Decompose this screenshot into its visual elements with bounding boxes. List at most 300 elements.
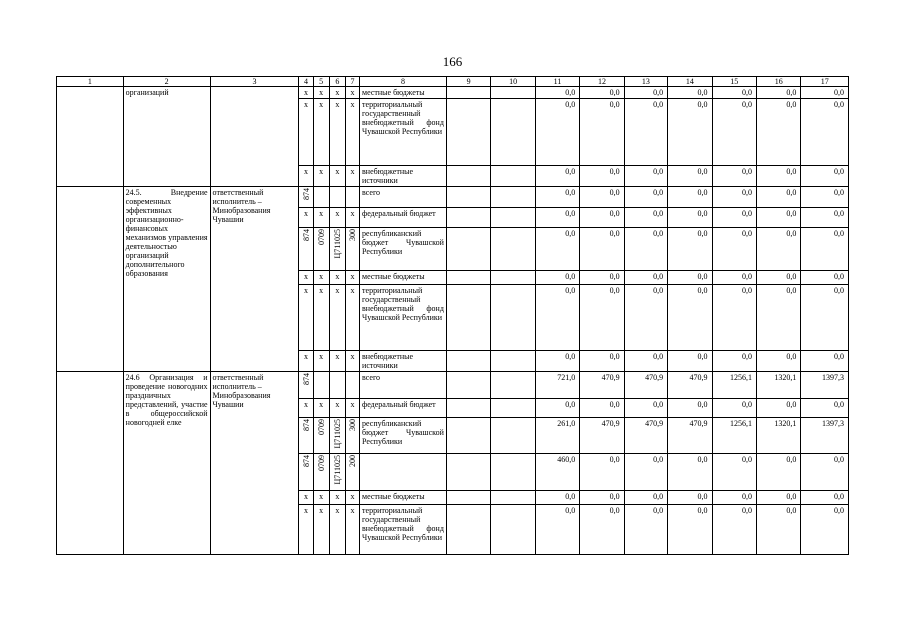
amount: 0,0 [834, 286, 844, 295]
funding-source-cell [360, 271, 447, 285]
value-cell [535, 208, 579, 228]
code-cell [345, 454, 359, 491]
amount: 470,9 [645, 373, 664, 382]
header-cell: 8 [360, 77, 447, 87]
code-cell [299, 418, 313, 454]
code-value: 874 [301, 373, 311, 385]
amount: 0,0 [741, 400, 752, 409]
code-value: х [335, 352, 340, 361]
value-cell [668, 454, 712, 491]
value-cell [712, 285, 756, 351]
code-value: х [304, 506, 308, 515]
code-cell [299, 208, 313, 228]
value-cell [801, 399, 849, 418]
code-cell [329, 271, 345, 285]
header-cell: 12 [580, 77, 624, 87]
amount: 0,0 [834, 352, 844, 361]
empty-cell [446, 271, 490, 285]
value-cell [624, 228, 667, 271]
amount: 0,0 [834, 188, 844, 197]
header-cell: 11 [535, 77, 579, 87]
empty-cell [446, 87, 490, 99]
value-cell [535, 87, 579, 99]
amount: 0,0 [786, 209, 797, 218]
code-cell [329, 99, 345, 166]
col1-cell [57, 187, 124, 372]
code-value: х [319, 400, 324, 409]
code-cell [313, 399, 329, 418]
value-cell [712, 491, 756, 505]
value-cell [535, 351, 579, 372]
amount: 261,0 [557, 419, 576, 428]
value-cell [801, 418, 849, 454]
code-value: х [335, 167, 340, 176]
code-value: х [335, 272, 340, 281]
code-cell [345, 399, 359, 418]
code-value: Ц711025 [332, 419, 342, 449]
value-cell [580, 166, 624, 187]
code-value: х [335, 209, 340, 218]
funding-source-cell [360, 87, 447, 99]
amount: 0,0 [697, 188, 708, 197]
org-cell [123, 87, 210, 187]
code-cell [329, 187, 345, 208]
code-cell [313, 228, 329, 271]
value-cell [624, 351, 667, 372]
value-cell [624, 491, 667, 505]
code-value: х [304, 286, 308, 295]
code-value: х [304, 352, 308, 361]
amount: 0,0 [653, 167, 664, 176]
value-cell [668, 271, 712, 285]
value-cell [668, 285, 712, 351]
value-cell [756, 208, 800, 228]
value-cell [712, 228, 756, 271]
amount: 1397,3 [822, 419, 844, 428]
col1-cell [57, 372, 124, 555]
value-cell [624, 399, 667, 418]
value-cell [580, 491, 624, 505]
amount: 0,0 [565, 167, 576, 176]
code-cell [313, 418, 329, 454]
code-cell [329, 351, 345, 372]
empty-cell [446, 454, 490, 491]
amount: 0,0 [786, 352, 797, 361]
value-cell [668, 228, 712, 271]
code-value: 874 [301, 419, 311, 431]
code-cell [313, 271, 329, 285]
code-value: х [350, 400, 355, 409]
amount: 0,0 [609, 492, 620, 501]
value-cell [535, 491, 579, 505]
code-cell [299, 166, 313, 187]
code-value: х [304, 400, 308, 409]
value-cell [756, 505, 800, 555]
header-cell: 10 [491, 77, 535, 87]
value-cell [712, 187, 756, 208]
value-cell [624, 208, 667, 228]
empty-cell [491, 505, 535, 555]
value-cell [624, 285, 667, 351]
amount: 0,0 [834, 100, 844, 109]
amount: 470,9 [601, 373, 620, 382]
value-cell [712, 372, 756, 399]
value-cell [756, 418, 800, 454]
amount: 0,0 [609, 229, 620, 238]
amount: 0,0 [653, 455, 664, 464]
amount: 0,0 [786, 167, 797, 176]
value-cell [712, 418, 756, 454]
amount: 0,0 [653, 100, 664, 109]
funding-source: федеральный бюджет [362, 400, 436, 409]
code-value: Ц711025 [332, 229, 342, 259]
empty-cell [491, 491, 535, 505]
value-cell [624, 166, 667, 187]
value-cell [668, 166, 712, 187]
empty-cell [491, 228, 535, 271]
header-cell: 6 [329, 77, 345, 87]
event-title: 24.6 Организация и проведение новогодних праздничных представлений, участие в общероссийской новогодней елке [125, 373, 208, 427]
executor-cell [210, 87, 299, 187]
value-cell [668, 99, 712, 166]
amount: 0,0 [565, 209, 576, 218]
value-cell [580, 418, 624, 454]
code-value: х [335, 400, 340, 409]
funding-source-cell [360, 454, 447, 491]
empty-cell [446, 351, 490, 372]
empty-cell [446, 166, 490, 187]
executor-text: ответственный исполнитель – Минобразования Чувашии [212, 188, 271, 224]
empty-cell [491, 285, 535, 351]
amount: 0,0 [741, 229, 752, 238]
code-value: 874 [301, 455, 311, 467]
code-value: х [304, 167, 308, 176]
value-cell [712, 208, 756, 228]
value-cell [668, 187, 712, 208]
value-cell [801, 372, 849, 399]
code-value: 0709 [316, 455, 326, 471]
amount: 0,0 [653, 352, 664, 361]
amount: 0,0 [609, 100, 620, 109]
amount: 0,0 [786, 400, 797, 409]
col1-cell [57, 87, 124, 187]
amount: 0,0 [834, 167, 844, 176]
amount: 0,0 [786, 272, 797, 281]
empty-cell [491, 99, 535, 166]
value-cell [535, 166, 579, 187]
value-cell [535, 418, 579, 454]
code-cell [299, 491, 313, 505]
code-cell [313, 208, 329, 228]
amount: 0,0 [786, 188, 797, 197]
amount: 0,0 [786, 100, 797, 109]
funding-source-cell [360, 399, 447, 418]
code-cell [313, 454, 329, 491]
code-cell [329, 208, 345, 228]
funding-source: внебюджетные источники [362, 352, 414, 370]
code-value: х [350, 352, 355, 361]
value-cell [580, 399, 624, 418]
code-cell [299, 87, 313, 99]
header-cell: 15 [712, 77, 756, 87]
value-cell [756, 399, 800, 418]
amount: 470,9 [689, 419, 708, 428]
amount: 0,0 [741, 455, 752, 464]
event-cell [123, 372, 210, 555]
value-cell [668, 491, 712, 505]
empty-cell [491, 399, 535, 418]
funding-source: местные бюджеты [362, 492, 425, 501]
code-value: х [350, 272, 355, 281]
amount: 721,0 [557, 373, 576, 382]
value-cell [801, 166, 849, 187]
code-cell [345, 87, 359, 99]
value-cell [624, 99, 667, 166]
code-cell [329, 399, 345, 418]
value-cell [624, 271, 667, 285]
empty-cell [446, 228, 490, 271]
value-cell [756, 228, 800, 271]
header-cell: 17 [801, 77, 849, 87]
value-cell [712, 271, 756, 285]
amount: 0,0 [609, 455, 620, 464]
code-value: х [335, 88, 340, 97]
funding-source: местные бюджеты [362, 88, 425, 97]
amount: 0,0 [741, 209, 752, 218]
value-cell [535, 271, 579, 285]
value-cell [535, 399, 579, 418]
amount: 0,0 [697, 506, 708, 515]
amount: 0,0 [834, 400, 844, 409]
amount: 0,0 [609, 506, 620, 515]
funding-source-cell [360, 351, 447, 372]
value-cell [756, 187, 800, 208]
code-value: х [319, 167, 324, 176]
amount: 1320,1 [774, 373, 797, 382]
code-value: х [319, 352, 324, 361]
value-cell [580, 351, 624, 372]
code-cell [299, 372, 313, 399]
value-cell [580, 187, 624, 208]
code-value: х [350, 209, 355, 218]
code-value: х [319, 492, 324, 501]
header-cell: 3 [210, 77, 299, 87]
header-cell: 16 [756, 77, 800, 87]
code-cell [313, 166, 329, 187]
value-cell [535, 228, 579, 271]
funding-source: территориальный государственный внебюджетный фонд Чувашской Республики [362, 506, 444, 542]
amount: 1256,1 [729, 419, 752, 428]
empty-cell [446, 208, 490, 228]
code-cell [313, 87, 329, 99]
funding-source: внебюджетные источники [362, 167, 414, 185]
value-cell [580, 372, 624, 399]
amount: 0,0 [565, 88, 576, 97]
value-cell [668, 505, 712, 555]
empty-cell [446, 285, 490, 351]
amount: 470,9 [645, 419, 664, 428]
value-cell [535, 187, 579, 208]
value-cell [756, 285, 800, 351]
amount: 0,0 [653, 400, 664, 409]
event-title: организаций [125, 88, 169, 97]
empty-cell [446, 372, 490, 399]
code-cell [329, 285, 345, 351]
amount: 0,0 [697, 272, 708, 281]
header-cell: 13 [624, 77, 667, 87]
empty-cell [446, 491, 490, 505]
code-value: 200 [347, 455, 357, 467]
empty-cell [491, 372, 535, 399]
code-cell [329, 418, 345, 454]
amount: 0,0 [741, 188, 752, 197]
value-cell [580, 454, 624, 491]
header-cell: 7 [345, 77, 359, 87]
empty-cell [446, 99, 490, 166]
amount: 0,0 [786, 286, 797, 295]
amount: 0,0 [565, 100, 576, 109]
amount: 0,0 [565, 229, 576, 238]
code-value: х [319, 272, 324, 281]
value-cell [624, 418, 667, 454]
value-cell [801, 505, 849, 555]
value-cell [801, 285, 849, 351]
amount: 0,0 [653, 229, 664, 238]
empty-cell [491, 187, 535, 208]
amount: 0,0 [565, 506, 576, 515]
header-cell: 14 [668, 77, 712, 87]
code-cell [345, 166, 359, 187]
code-cell [345, 271, 359, 285]
code-cell [345, 372, 359, 399]
amount: 0,0 [741, 167, 752, 176]
code-cell [299, 454, 313, 491]
amount: 0,0 [834, 506, 844, 515]
value-cell [801, 351, 849, 372]
amount: 0,0 [834, 455, 844, 464]
amount: 0,0 [697, 88, 708, 97]
funding-source-cell [360, 208, 447, 228]
code-cell [313, 187, 329, 208]
value-cell [668, 399, 712, 418]
empty-cell [491, 166, 535, 187]
amount: 0,0 [609, 88, 620, 97]
page-number: 166 [442, 54, 463, 69]
funding-source: всего [362, 373, 381, 382]
empty-cell [446, 399, 490, 418]
code-value: 874 [301, 188, 311, 200]
amount: 0,0 [786, 455, 797, 464]
amount: 0,0 [609, 286, 620, 295]
code-cell [313, 505, 329, 555]
event-title: 24.5. Внедрение современных эффективных организационно-финансовых механизмов управления деятельностью организаций дополнительного образования [125, 188, 208, 278]
code-value: х [319, 100, 324, 109]
code-cell [329, 505, 345, 555]
executor-text: ответственный исполнитель – Минобразования Чувашии [212, 373, 271, 409]
funding-source-cell [360, 491, 447, 505]
code-cell [345, 187, 359, 208]
value-cell [801, 271, 849, 285]
table-row [57, 372, 849, 399]
code-cell [299, 99, 313, 166]
value-cell [801, 208, 849, 228]
code-cell [299, 228, 313, 271]
value-cell [712, 166, 756, 187]
value-cell [535, 99, 579, 166]
header-row [57, 77, 849, 87]
code-value: х [304, 492, 308, 501]
value-cell [712, 87, 756, 99]
value-cell [580, 208, 624, 228]
value-cell [712, 454, 756, 491]
value-cell [624, 454, 667, 491]
code-value: х [350, 100, 355, 109]
code-cell [313, 491, 329, 505]
code-cell [345, 505, 359, 555]
code-value: х [350, 506, 355, 515]
empty-cell [491, 87, 535, 99]
amount: 0,0 [609, 209, 620, 218]
amount: 0,0 [565, 400, 576, 409]
amount: 0,0 [834, 272, 844, 281]
amount: 0,0 [653, 188, 664, 197]
amount: 0,0 [697, 400, 708, 409]
code-value: х [350, 286, 355, 295]
funding-source: местные бюджеты [362, 272, 425, 281]
value-cell [801, 187, 849, 208]
value-cell [535, 505, 579, 555]
amount: 0,0 [834, 209, 844, 218]
amount: 0,0 [834, 229, 844, 238]
code-cell [345, 418, 359, 454]
amount: 0,0 [609, 167, 620, 176]
amount: 0,0 [741, 286, 752, 295]
amount: 0,0 [653, 88, 664, 97]
value-cell [580, 99, 624, 166]
code-cell [313, 99, 329, 166]
value-cell [535, 372, 579, 399]
empty-cell [446, 187, 490, 208]
amount: 0,0 [786, 506, 797, 515]
code-value: 300 [347, 419, 357, 431]
amount: 0,0 [697, 492, 708, 501]
amount: 470,9 [689, 373, 708, 382]
amount: 1320,1 [774, 419, 797, 428]
funding-source-cell [360, 187, 447, 208]
code-value: х [304, 88, 308, 97]
amount: 0,0 [609, 272, 620, 281]
code-value: х [304, 209, 308, 218]
code-value: х [350, 167, 355, 176]
value-cell [756, 372, 800, 399]
value-cell [712, 99, 756, 166]
table-row [57, 87, 849, 99]
code-value: 874 [301, 229, 311, 241]
value-cell [756, 166, 800, 187]
funding-source-cell [360, 166, 447, 187]
amount: 0,0 [565, 272, 576, 281]
funding-source-cell [360, 99, 447, 166]
amount: 0,0 [565, 352, 576, 361]
amount: 0,0 [741, 352, 752, 361]
code-cell [313, 285, 329, 351]
executor-cell [210, 187, 299, 372]
amount: 0,0 [741, 100, 752, 109]
value-cell [756, 351, 800, 372]
value-cell [756, 491, 800, 505]
amount: 0,0 [786, 492, 797, 501]
funding-source: республиканский бюджет Чувашской Республики [362, 229, 444, 256]
